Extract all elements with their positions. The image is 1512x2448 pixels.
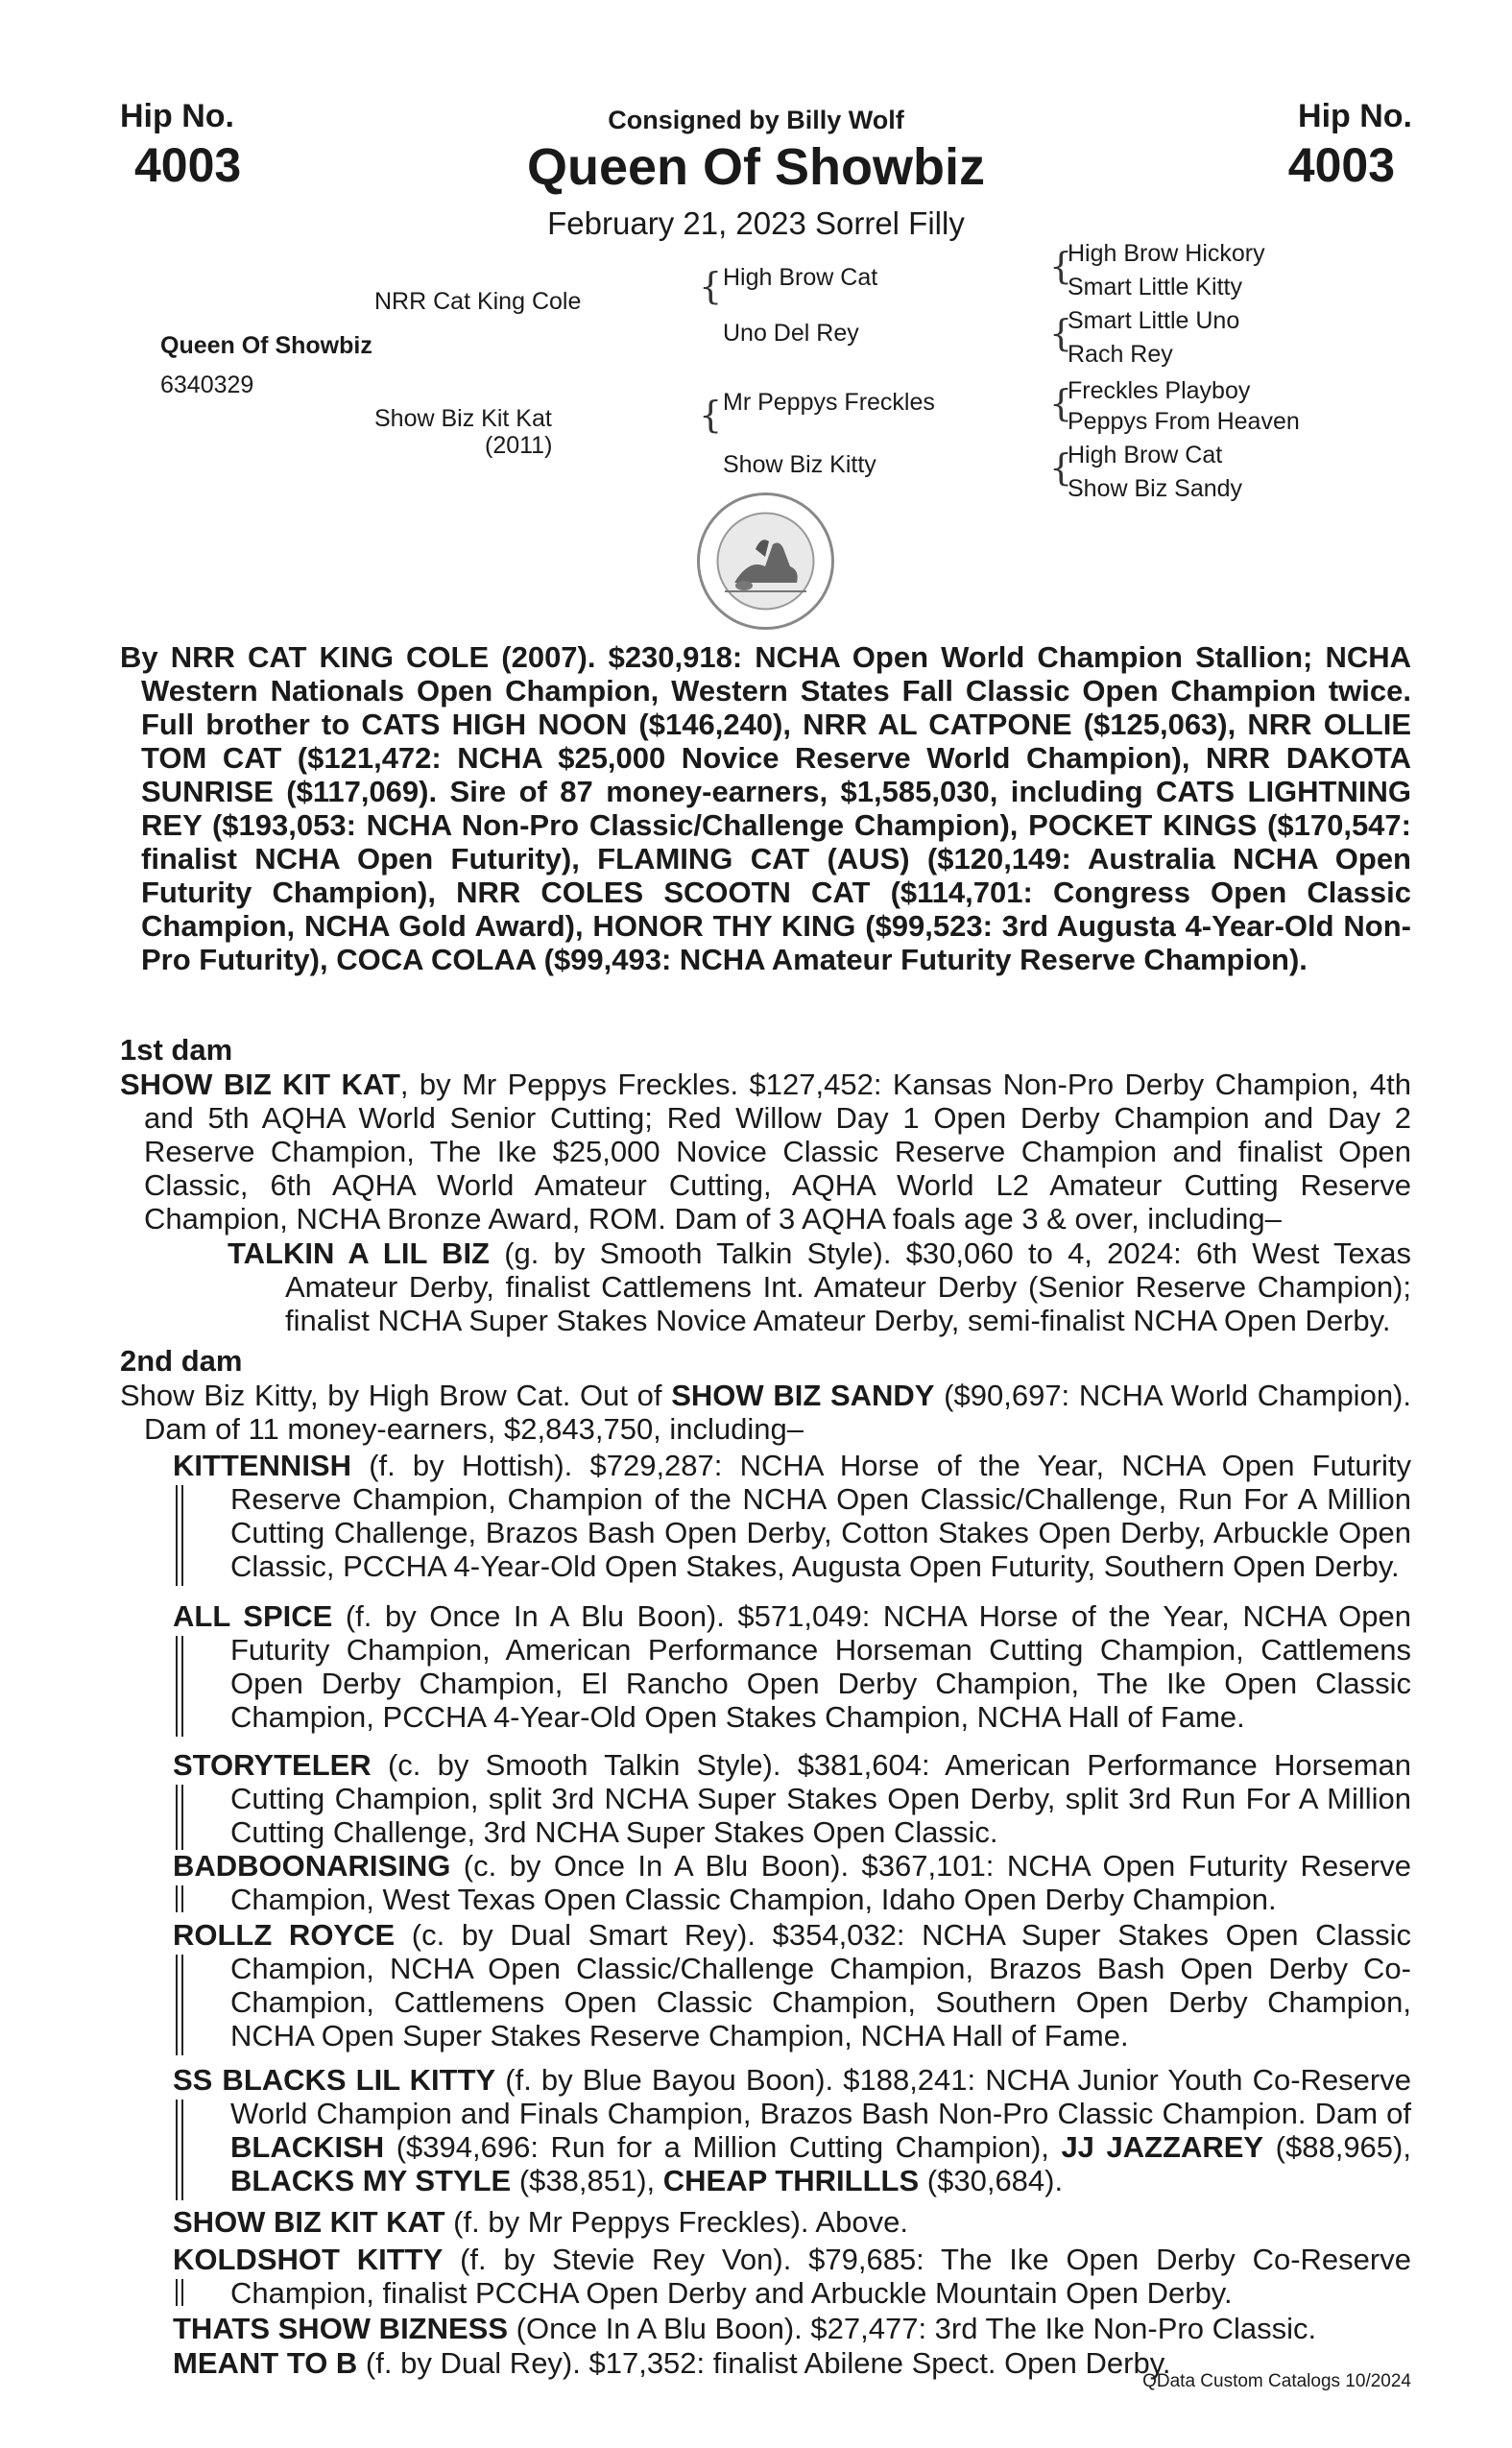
pedigree-subject: Queen Of Showbiz	[160, 332, 372, 359]
pedigree-gg-1: High Brow Hickory	[1068, 240, 1265, 267]
pedigree-dam-sire: Mr Peppys Freckles	[723, 389, 935, 416]
second-dam-progeny-item	[173, 1849, 1411, 1916]
progeny-name: MEANT TO B	[173, 2346, 358, 2380]
progeny-text: (f. by Dual Rey). $17,352: finalist Abilene Spect. Open Derby.	[357, 2346, 1171, 2380]
progeny-text: (f. by Blue Bayou Boon). $188,241: NCHA Junior Youth Co-Reserve World Champion and Finals Champion, Brazos Bash Non-Pro Classic Champion. Dam of	[230, 2063, 1411, 2130]
second-dam-progeny-item	[173, 2312, 1411, 2345]
pedigree-gg-5: Freckles Playboy	[1068, 377, 1251, 404]
progeny-text: (f. by Once In A Blu Boon). $571,049: NCHA Horse of the Year, NCHA Open Futurity Champion, American Performance Horseman Cutting Champion, Cattlemens Open Derby Champion, El Rancho Open Derby Champion, The Ike Open Classic Champion, PCCHA 4-Year-Old Open Stakes Champion, NCHA Hall of Fame.	[230, 1599, 1411, 1734]
progeny-text: (Once In A Blu Boon). $27,477: 3rd The Ike Non-Pro Classic.	[508, 2312, 1317, 2345]
offspring-text: ($394,696: Run for a Million Cutting Champion),	[384, 2130, 1062, 2164]
ncha-seal-icon	[696, 492, 835, 631]
pedigree-sire-dam: Uno Del Rey	[723, 320, 859, 347]
pedigree-gg-4: Rach Rey	[1068, 341, 1173, 368]
pedigree-gg-2: Smart Little Kitty	[1068, 274, 1242, 300]
pedigree-registration: 6340329	[160, 372, 254, 398]
pedigree-gg-7: High Brow Cat	[1068, 442, 1223, 468]
progeny-name: SHOW BIZ KIT KAT	[173, 2205, 445, 2239]
first-dam-name: SHOW BIZ KIT KAT	[120, 1068, 400, 1101]
progeny-text: (f. by Mr Peppys Freckles). Above.	[444, 2205, 908, 2239]
brace-icon: {	[1049, 446, 1073, 489]
second-dam-progeny-item	[173, 1599, 1411, 1734]
second-dam-progeny-item	[173, 2063, 1411, 2197]
progeny-name: ROLLZ ROYCE	[173, 1918, 396, 1952]
offspring-text: ($38,851),	[511, 2164, 663, 2197]
brace-icon: {	[699, 394, 723, 436]
progeny-text: (f. by Stevie Rey Von). $79,685: The Ike Open Derby Co-Reserve Champion, finalist PCCHA Open Derby and Arbuckle Mountain Open Derby.	[230, 2243, 1411, 2310]
pedigree-dam-year: (2011)	[485, 432, 553, 459]
offspring-name: CHEAP THRILLLS	[662, 2164, 920, 2197]
offspring-name: JJ JAZZAREY	[1061, 2130, 1264, 2164]
hip-number-left: 4003	[134, 138, 242, 192]
second-dam-progeny-item	[173, 2205, 1411, 2239]
progeny-name: SS BLACKS LIL KITTY	[173, 2063, 496, 2097]
second-dam-heading: 2nd dam	[120, 1344, 243, 1378]
birth-info: February 21, 2023 Sorrel Filly	[547, 205, 965, 241]
second-dam-progeny-item	[173, 1918, 1411, 2052]
second-dam-progeny-item	[173, 1748, 1411, 1849]
horse-name: Queen Of Showbiz	[526, 138, 985, 196]
pedigree-dam-dam: Show Biz Kitty	[723, 451, 876, 478]
pedigree-sire: NRR Cat King Cole	[374, 288, 582, 315]
second-dam-progeny-item	[173, 1449, 1411, 1583]
progeny-name: KOLDSHOT KITTY	[173, 2243, 444, 2276]
second-dam-dam-name: SHOW BIZ SANDY	[671, 1379, 935, 1412]
hip-label-right: Hip No.	[1298, 98, 1412, 134]
offspring-text: ($88,965),	[1263, 2130, 1411, 2164]
pedigree-dam: Show Biz Kit Kat	[374, 405, 552, 432]
progeny-name: STORYTELER	[173, 1748, 372, 1782]
progeny-name: BADBOONARISING	[173, 1849, 451, 1883]
progeny-name: KITTENNISH	[173, 1449, 351, 1482]
pedigree-gg-8: Show Biz Sandy	[1068, 475, 1243, 502]
brace-icon: {	[1049, 245, 1073, 287]
pedigree-gg-3: Smart Little Uno	[1068, 307, 1240, 334]
consignor: Consigned by Billy Wolf	[608, 106, 904, 134]
second-dam-progeny-item	[173, 2243, 1411, 2310]
first-dam-heading: 1st dam	[120, 1033, 233, 1067]
sire-paragraph: By NRR CAT KING COLE (2007). $230,918: NCHA Open World Champion Stallion; NCHA Western Nationals Open Champion, Western States Fall Classic Open Champion twice. Full brother to CATS HIGH NOON ($146,240), NRR AL CATPONE ($125,063), NRR OLLIE TOM CAT ($121,472: NCHA $25,000 Novice Reserve World Champion), NRR DAKOTA SUNRISE ($117,069). Sire of 87 money-earners, $1,585,030, including CATS LIGHTNING REY ($193,053: NCHA Non-Pro Classic/Challenge Champion), POCKET KINGS ($170,547: finalist NCHA Open Futurity), FLAMING CAT (AUS) ($120,149: Australia NCHA Open Futurity Champion), NRR COLES SCOOTN CAT ($114,701: Congress Open Classic Champion, NCHA Gold Award), HONOR THY KING ($99,523: 3rd Augusta 4-Year-Old Non-Pro Futurity), COCA COLAA ($99,493: NCHA Amateur Futurity Reserve Champion).	[120, 640, 1411, 976]
first-dam-text: , by Mr Peppys Freckles. $127,452: Kansas Non-Pro Derby Champion, 4th and 5th AQHA World Senior Cutting; Red Willow Day 1 Open Derby Champion and Day 2 Reserve Champion, The Ike $25,000 Novice Classic Reserve Champion and finalist Open Classic, 6th AQHA World Amateur Cutting, AQHA World L2 Amateur Cutting Reserve Champion, NCHA Bronze Award, ROM. Dam of 3 AQHA foals age 3 & over, including–	[144, 1068, 1411, 1236]
brace-icon: {	[699, 265, 723, 307]
footer-credit: QData Custom Catalogs 10/2024	[1142, 2371, 1411, 2391]
progeny-name: ALL SPICE	[173, 1599, 333, 1633]
offspring-name: BLACKISH	[230, 2130, 385, 2164]
first-dam-paragraph	[120, 1068, 1411, 1236]
first-dam-progeny-item	[228, 1236, 1411, 1337]
progeny-name: TALKIN A LIL BIZ	[228, 1236, 490, 1270]
progeny-name: THATS SHOW BIZNESS	[173, 2312, 509, 2345]
pedigree-sire-sire: High Brow Cat	[723, 264, 878, 291]
brace-icon: {	[1049, 382, 1073, 424]
progeny-text: (f. by Hottish). $729,287: NCHA Horse of the Year, NCHA Open Futurity Reserve Champion, Champion of the NCHA Open Classic/Challenge, Run For A Million Cutting Challenge, Brazos Bash Open Derby, Cotton Stakes Open Derby, Arbuckle Open Classic, PCCHA 4-Year-Old Open Stakes, Augusta Open Futurity, Southern Open Derby.	[230, 1449, 1411, 1583]
progeny-text: (c. by Dual Smart Rey). $354,032: NCHA Super Stakes Open Classic Champion, NCHA Open Classic/Challenge Champion, Brazos Bash Open Derby Co-Champion, Cattlemens Open Classic Champion, Southern Open Derby Champion, NCHA Open Super Stakes Reserve Champion, NCHA Hall of Fame.	[230, 1918, 1411, 2052]
progeny-text: (c. by Smooth Talkin Style). $381,604: American Performance Horseman Cutting Champion, split 3rd NCHA Super Stakes Open Derby, split 3rd Run For A Million Cutting Challenge, 3rd NCHA Super Stakes Open Classic.	[230, 1748, 1411, 1849]
second-dam-paragraph	[120, 1379, 1411, 1446]
progeny-text: (g. by Smooth Talkin Style). $30,060 to 4, 2024: 6th West Texas Amateur Derby, finalist Cattlemens Int. Amateur Derby (Senior Reserve Champion); finalist NCHA Super Stakes Novice Amateur Derby, semi-finalist NCHA Open Derby.	[285, 1236, 1411, 1337]
second-dam-text-2: ($90,697: NCHA World Champion). Dam of 11 money-earners, $2,843,750, including–	[144, 1379, 1411, 1446]
hip-label-left: Hip No.	[120, 98, 234, 134]
hip-number-right: 4003	[1287, 138, 1395, 192]
second-dam-text: Show Biz Kitty, by High Brow Cat. Out of	[120, 1379, 672, 1412]
offspring-name: BLACKS MY STYLE	[230, 2164, 512, 2197]
progeny-text: (c. by Once In A Blu Boon). $367,101: NCHA Open Futurity Reserve Champion, West Texas Open Classic Champion, Idaho Open Derby Champion.	[230, 1849, 1411, 1916]
offspring-text: ($30,684).	[919, 2164, 1064, 2197]
brace-icon: {	[1049, 312, 1073, 354]
pedigree-gg-6: Peppys From Heaven	[1068, 408, 1300, 435]
